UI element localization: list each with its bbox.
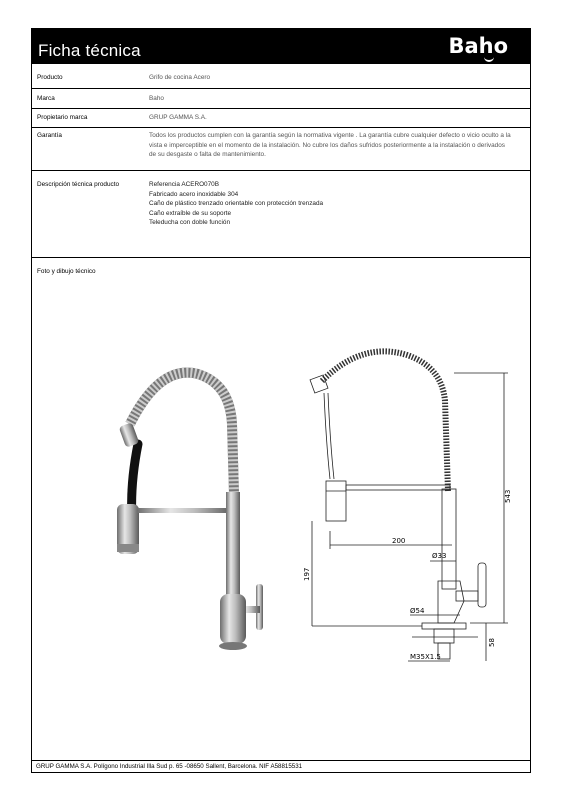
dim-body-height-label: 197 <box>303 567 311 581</box>
descripcion-line: Caño de plástico trenzado orientable con protección trenzada <box>149 200 324 208</box>
brand-logo: Baho <box>448 34 508 58</box>
logo-smile-icon <box>484 55 494 62</box>
dim-thread-label: M35X1.5 <box>410 653 441 661</box>
garantia-line: vista e imperceptible en el momento de la instalación. No cubre los daños sufridos posteriormente a la instalación o derivados <box>149 141 505 149</box>
garantia-line: Todos los productos cumplen con la garantía según la normativa vigente . La garantía cubre cualquier defecto o vicio oculto a la <box>149 132 511 139</box>
garantia-line: de su desgaste o falta de mantenimiento. <box>149 151 266 159</box>
descripcion-line: Teleducha con doble función <box>149 219 231 227</box>
descripcion-line: Referencia ACERO070B <box>149 181 219 188</box>
spec-sheet <box>31 28 531 773</box>
label-marca: Marca <box>37 95 55 102</box>
dim-reach-label: 200 <box>392 537 406 545</box>
dim-mount-label: 58 <box>488 638 496 647</box>
label-producto: Producto <box>37 74 63 81</box>
value-garantia <box>149 131 527 160</box>
descripcion-line: Fabricado acero inoxidable 304 <box>149 190 239 198</box>
divider <box>32 108 530 109</box>
descripcion-line: Caño extraíble de su soporte <box>149 209 232 217</box>
page-title: Ficha técnica <box>38 41 141 60</box>
value-marca: Baho <box>149 95 164 102</box>
divider <box>32 88 530 89</box>
label-descripcion: Descripción técnica producto <box>37 181 120 188</box>
faucet-photo <box>70 344 270 659</box>
dim-tube-label: Ø33 <box>432 552 447 560</box>
divider <box>32 170 530 171</box>
value-propietario: GRUP GAMMA S.A. <box>149 114 207 121</box>
dim-height-label: 543 <box>504 489 512 503</box>
technical-drawing <box>282 341 512 666</box>
footer <box>32 760 530 772</box>
label-foto: Foto y dibujo técnico <box>37 268 96 275</box>
label-propietario: Propietario marca <box>37 114 88 121</box>
dim-base-label: Ø54 <box>410 607 425 615</box>
divider <box>32 257 530 258</box>
value-producto: Grifo de cocina Acero <box>149 74 211 81</box>
label-garantia: Garantía <box>37 132 62 139</box>
header-bar <box>32 29 530 64</box>
divider <box>32 127 530 128</box>
value-descripcion <box>149 180 527 228</box>
footer-text: GRUP GAMMA S.A. Polígono Industrial Illa Sud p. 65 -08650 Sallent, Barcelona. NIF A58815531 <box>36 763 303 770</box>
